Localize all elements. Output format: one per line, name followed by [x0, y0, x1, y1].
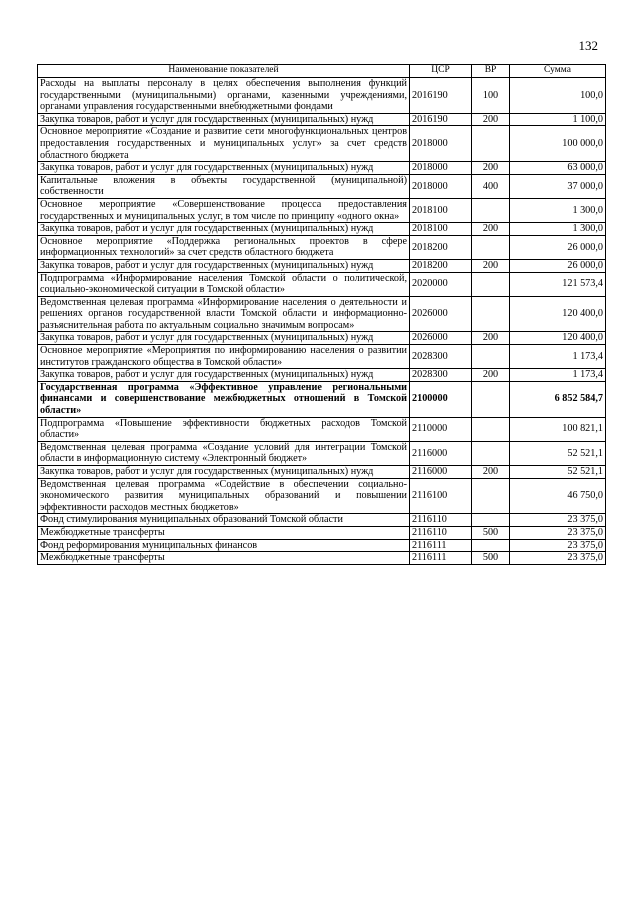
row-sum: 52 521,1 [510, 466, 606, 479]
table-row [38, 526, 606, 539]
row-vr [472, 296, 510, 332]
row-vr: 200 [472, 223, 510, 236]
row-csr: 2018100 [410, 198, 472, 222]
row-name: Межбюджетные трансферты [38, 552, 410, 565]
row-name: Основное мероприятие «Совершенствование процесса предоставления государственных и муниципальных услуг, в том числе по принципу «одного окна» [38, 198, 410, 222]
row-sum: 121 573,4 [510, 272, 606, 296]
row-sum: 100,0 [510, 78, 606, 114]
row-sum: 6 852 584,7 [510, 381, 606, 417]
row-sum: 26 000,0 [510, 259, 606, 272]
row-csr: 2016190 [410, 113, 472, 126]
row-sum: 37 000,0 [510, 174, 606, 198]
table-header-row [38, 65, 606, 78]
table-row [38, 162, 606, 175]
table-row [38, 78, 606, 114]
row-csr: 2018200 [410, 235, 472, 259]
table-row [38, 441, 606, 465]
row-csr: 2018000 [410, 162, 472, 175]
row-vr [472, 381, 510, 417]
table-body [38, 78, 606, 565]
table-row [38, 296, 606, 332]
table-row [38, 223, 606, 236]
row-csr: 2110000 [410, 417, 472, 441]
row-vr: 500 [472, 526, 510, 539]
row-name: Ведомственная целевая программа «Создание условий для интеграции Томской области в информационную систему «Электронный бюджет» [38, 441, 410, 465]
row-name: Ведомственная целевая программа «Содействие в обеспечении социально-экономического развития муниципальных образований и повышении эффективности расходов местных бюджетов» [38, 478, 410, 514]
row-csr: 2028300 [410, 369, 472, 382]
table-row [38, 332, 606, 345]
row-sum: 120 400,0 [510, 296, 606, 332]
row-name: Ведомственная целевая программа «Информирование населения о деятельности и решениях органов государственной власти Томской области и информационно-разъяснительная работа по актуальным социально значимым вопросам» [38, 296, 410, 332]
row-vr [472, 441, 510, 465]
row-name: Закупка товаров, работ и услуг для государственных (муниципальных) нужд [38, 332, 410, 345]
row-csr: 2018000 [410, 174, 472, 198]
table-row [38, 478, 606, 514]
row-csr: 2116111 [410, 539, 472, 552]
row-name: Капитальные вложения в объекты государственной (муниципальной) собственности [38, 174, 410, 198]
row-csr: 2028300 [410, 345, 472, 369]
table-row [38, 272, 606, 296]
row-vr [472, 417, 510, 441]
row-sum: 52 521,1 [510, 441, 606, 465]
row-vr: 100 [472, 78, 510, 114]
budget-table [37, 64, 606, 565]
row-csr: 2018000 [410, 126, 472, 162]
row-sum: 100 000,0 [510, 126, 606, 162]
row-csr: 2018100 [410, 223, 472, 236]
header-name: Наименование показателей [38, 65, 410, 78]
row-sum: 1 173,4 [510, 369, 606, 382]
header-vr: ВР [472, 65, 510, 78]
row-csr: 2016190 [410, 78, 472, 114]
row-name: Закупка товаров, работ и услуг для государственных (муниципальных) нужд [38, 162, 410, 175]
row-sum: 120 400,0 [510, 332, 606, 345]
table-row [38, 345, 606, 369]
row-name: Закупка товаров, работ и услуг для государственных (муниципальных) нужд [38, 369, 410, 382]
row-vr: 200 [472, 113, 510, 126]
row-sum: 1 300,0 [510, 198, 606, 222]
row-vr [472, 345, 510, 369]
row-name: Фонд реформирования муниципальных финансов [38, 539, 410, 552]
row-csr: 2100000 [410, 381, 472, 417]
row-sum: 23 375,0 [510, 539, 606, 552]
table-row [38, 539, 606, 552]
row-name: Расходы на выплаты персоналу в целях обеспечения выполнения функций государственными (муниципальными) органами, казенными учреждениями, органами управления государственными внебюджетными фондами [38, 78, 410, 114]
row-csr: 2116110 [410, 514, 472, 527]
row-csr: 2116111 [410, 552, 472, 565]
row-csr: 2026000 [410, 296, 472, 332]
table-row [38, 417, 606, 441]
row-name: Основное мероприятие «Создание и развитие сети многофункциональных центров предоставления государственных и муниципальных услуг» за счет средств областного бюджета [38, 126, 410, 162]
row-csr: 2116100 [410, 478, 472, 514]
row-name: Закупка товаров, работ и услуг для государственных (муниципальных) нужд [38, 466, 410, 479]
row-name: Фонд стимулирования муниципальных образований Томской области [38, 514, 410, 527]
row-name: Основное мероприятие «Поддержка региональных проектов в сфере информационных технологий» за счет средств областного бюджета [38, 235, 410, 259]
row-vr [472, 272, 510, 296]
row-sum: 100 821,1 [510, 417, 606, 441]
table-row [38, 235, 606, 259]
row-vr [472, 235, 510, 259]
row-sum: 23 375,0 [510, 526, 606, 539]
row-sum: 63 000,0 [510, 162, 606, 175]
row-sum: 1 300,0 [510, 223, 606, 236]
table-row [38, 126, 606, 162]
row-vr: 500 [472, 552, 510, 565]
table-row [38, 259, 606, 272]
row-vr [472, 198, 510, 222]
table-row [38, 113, 606, 126]
row-csr: 2116110 [410, 526, 472, 539]
row-vr: 200 [472, 259, 510, 272]
table-row [38, 198, 606, 222]
row-sum: 23 375,0 [510, 514, 606, 527]
table-row [38, 466, 606, 479]
row-name: Подпрограмма «Информирование населения Томской области о политической, социально-экономической ситуации в Томской области» [38, 272, 410, 296]
table-row [38, 514, 606, 527]
row-name: Государственная программа «Эффективное управление региональными финансами и совершенствование межбюджетных отношений в Томской области» [38, 381, 410, 417]
row-csr: 2018200 [410, 259, 472, 272]
row-sum: 26 000,0 [510, 235, 606, 259]
row-csr: 2020000 [410, 272, 472, 296]
row-vr: 400 [472, 174, 510, 198]
row-sum: 1 100,0 [510, 113, 606, 126]
row-vr: 200 [472, 332, 510, 345]
table-row [38, 381, 606, 417]
row-name: Основное мероприятие «Мероприятия по информированию населения о развитии институтов гражданского общества в Томской области» [38, 345, 410, 369]
page-number: 132 [578, 38, 598, 53]
row-csr: 2116000 [410, 441, 472, 465]
row-vr [472, 539, 510, 552]
table-row [38, 552, 606, 565]
row-vr [472, 126, 510, 162]
row-csr: 2116000 [410, 466, 472, 479]
table-row [38, 369, 606, 382]
row-vr [472, 478, 510, 514]
row-name: Межбюджетные трансферты [38, 526, 410, 539]
row-name: Закупка товаров, работ и услуг для государственных (муниципальных) нужд [38, 223, 410, 236]
header-csr: ЦСР [410, 65, 472, 78]
row-name: Подпрограмма «Повышение эффективности бюджетных расходов Томской области» [38, 417, 410, 441]
row-name: Закупка товаров, работ и услуг для государственных (муниципальных) нужд [38, 113, 410, 126]
header-sum: Сумма [510, 65, 606, 78]
row-vr: 200 [472, 466, 510, 479]
row-vr [472, 514, 510, 527]
table-row [38, 174, 606, 198]
row-sum: 1 173,4 [510, 345, 606, 369]
row-sum: 23 375,0 [510, 552, 606, 565]
row-name: Закупка товаров, работ и услуг для государственных (муниципальных) нужд [38, 259, 410, 272]
row-vr: 200 [472, 162, 510, 175]
row-vr: 200 [472, 369, 510, 382]
row-sum: 46 750,0 [510, 478, 606, 514]
row-csr: 2026000 [410, 332, 472, 345]
